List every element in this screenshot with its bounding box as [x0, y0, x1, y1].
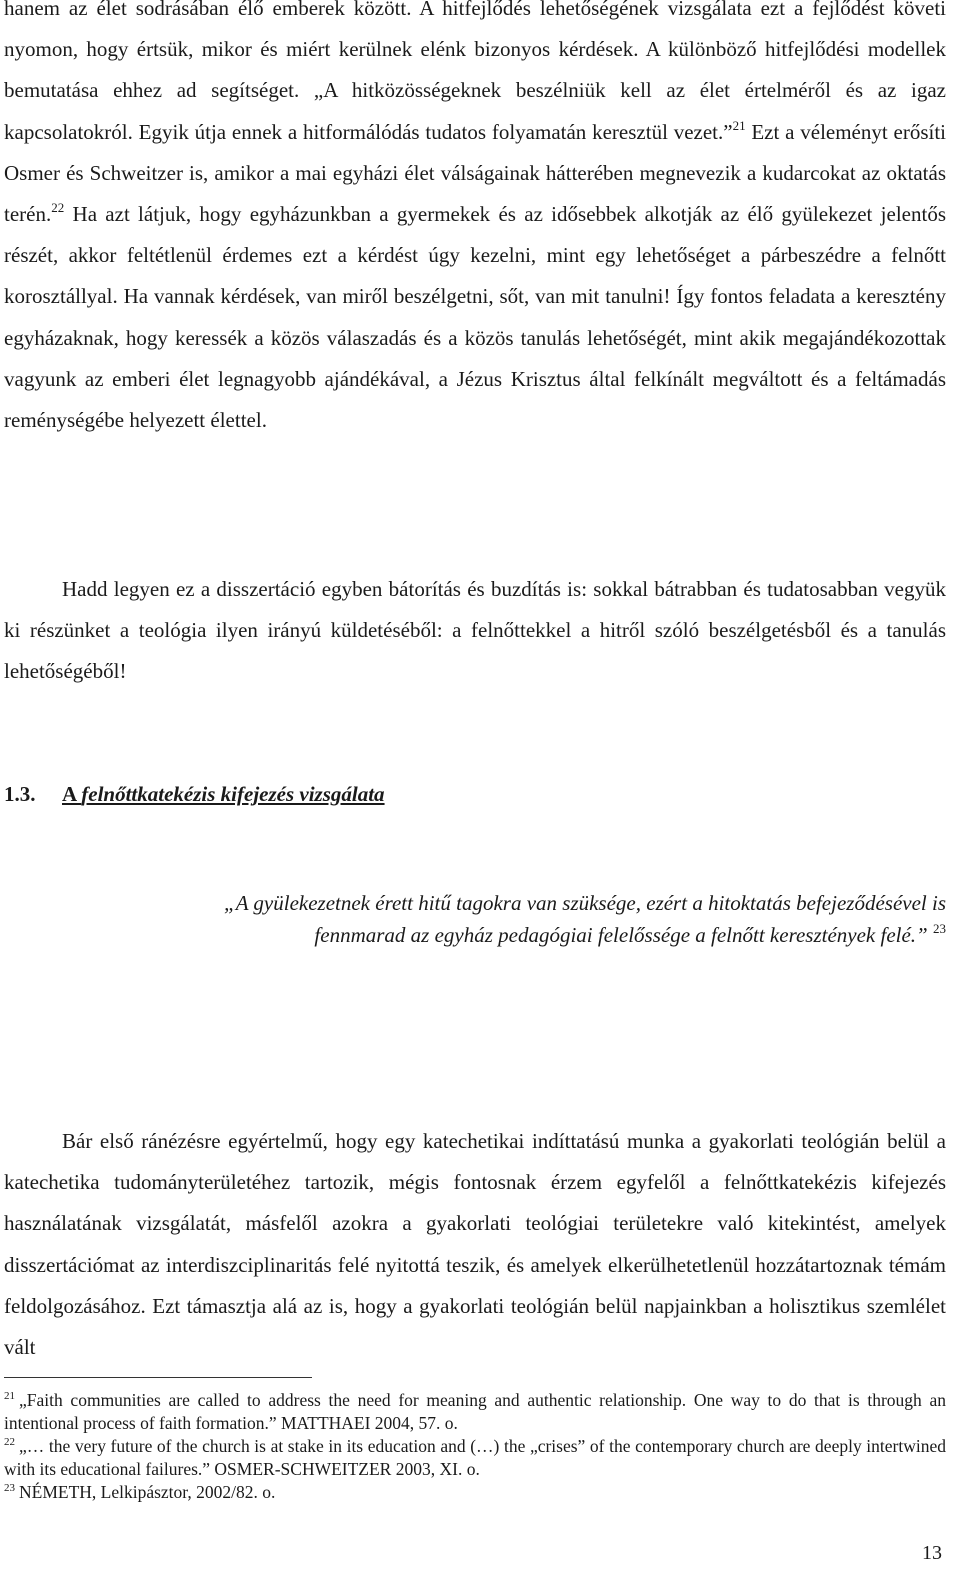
- section-title-prefix: A: [62, 782, 82, 806]
- footnote-ref-22[interactable]: 22: [51, 200, 65, 216]
- quote-text: „A gyülekezetnek érett hitű tagokra van szüksége, ezért a hitoktatás befejeződésével is fennmarad az egyház pedagógiai felelőssége a felnőtt keresztények felé.”: [224, 891, 946, 947]
- footnote-text: „… the very future of the church is at stake in its education and (…) the „crises” of the contemporary church are deeply intertwined with its educational failures.” OSMER-SCHWEITZER 2003, XI. o.: [4, 1436, 946, 1479]
- footnote-text: NÉMETH, Lelkipásztor, 2002/82. o.: [19, 1482, 276, 1502]
- body-paragraph-2: Hadd legyen ez a disszertáció egyben bátorítás és buzdítás is: sokkal bátrabban és tudatosabban vegyük ki részünket a teológia ilyen irányú küldetéséből: a felnőttekkel a hitről szóló beszélgetésből és a tanulás lehetőségéből!: [4, 577, 946, 684]
- epigraph-quote: [166, 887, 946, 951]
- footnote-number: 21: [4, 1390, 15, 1402]
- footnote-22: [4, 1435, 946, 1481]
- footnote-23: [4, 1481, 946, 1504]
- section-title-italic: felnőttkatekézis kifejezés vizsgálata: [81, 782, 385, 806]
- footnote-separator: [4, 1377, 312, 1378]
- paragraph-1-text-a: hanem az élet sodrásában élő emberek között. A hitfejlődés lehetőségének vizsgálata ezt a fejlődést követi nyomon, hogy értsük, mikor és miért kerülnek elénk bizonyos kérdések. A különböző hitfejlődési modellek bemutatása ehhez ad segítséget. „A hitközösségeknek beszélniük kell az élet értelméről és az igaz kapcsolatokról. Egyik útja ennek a hitformálódás tudatos folyamatán keresztül vezet.”: [4, 0, 946, 144]
- footnote-number: 22: [4, 1436, 15, 1448]
- body-paragraph-3: Bár első ránézésre egyértelmű, hogy egy katechetikai indíttatású munka a gyakorlati teológián belül a katechetika tudományterületéhez tartozik, mégis fontosnak érzem egyfelől a felnőttkatekézis kifejezés használatának vizsgálatát, másfelől azokra a gyakorlati teológiai területekre való kitekintést, amelyek disszertációmat az interdiszciplinaritás felé nyitottá teszik, és amelyek elkerülhetetlenül hozzátartoznak témám feldolgozásához. Ezt támasztja alá az is, hogy a gyakorlati teológián belül napjainkban a holisztikus szemlélet vált: [4, 1129, 946, 1360]
- footnote-21: [4, 1389, 946, 1435]
- paragraph-1-text-c: Ha azt látjuk, hogy egyházunkban a gyermekek és az idősebbek alkotják az élő gyülekezet jelentős részét, akkor feltétlenül érdemes ezt a kérdést úgy kezelni, mint egy lehetőséget a párbeszédre a felnőtt korosztállyal. Ha vannak kérdések, van miről beszélgetni, sőt, van mit tanulni! Így fontos feladata a keresztény egyházaknak, hogy keressék a közös válaszadás és a közös tanulás lehetőségét, mint akik megajándékozottak vagyunk az emberi élet legnagyobb ajándékával, a Jézus Krisztus által felkínált megváltott és a feltámadás reménységébe helyezett élettel.: [4, 202, 946, 433]
- footnotes: [4, 1389, 946, 1504]
- section-heading: [4, 776, 385, 812]
- footnote-ref-23[interactable]: 23: [933, 921, 946, 936]
- footnote-ref-21[interactable]: 21: [732, 117, 746, 133]
- section-title: [62, 782, 385, 806]
- paragraph-1-text-b: Ezt a véleményt erősíti Osmer és Schweitzer is, amikor a mai egyházi élet válságainak hátterében megnevezik a kudarcokat az oktatás terén.: [4, 119, 946, 227]
- page-number: 13: [922, 1542, 942, 1564]
- body-paragraph-1: [4, 0, 946, 441]
- section-number: 1.3.: [4, 782, 36, 806]
- footnote-number: 23: [4, 1482, 15, 1494]
- footnote-text: „Faith communities are called to address the need for meaning and authentic relationship. One way to do that is through an intentional process of faith formation.” MATTHAEI 2004, 57. o.: [4, 1390, 946, 1433]
